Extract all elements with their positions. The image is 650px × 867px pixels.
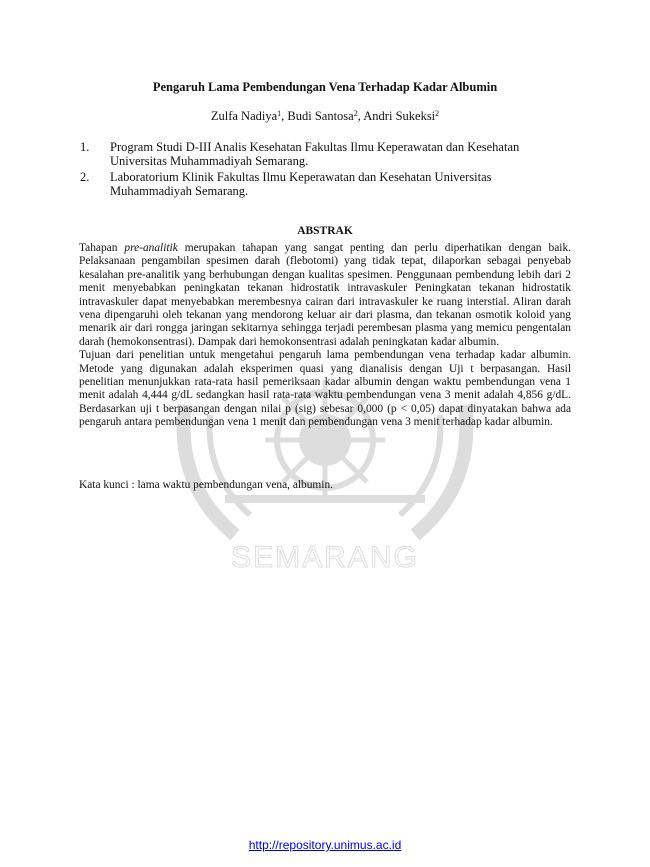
affiliation-item [80,140,550,168]
abstract-text: Tahapan [79,242,125,254]
affiliation-item [80,170,550,198]
affiliation-list [80,140,550,200]
paper-title: Pengaruh Lama Pembendungan Vena Terhadap Kadar Albumin [152,80,498,94]
repository-link[interactable]: http://repository.unimus.ac.id [248,838,402,852]
author-name: Andri Sukeksi [363,109,436,123]
author-affil-mark: 2 [435,109,440,118]
author-name: Zulfa Nadiya [210,109,278,123]
author-affil-mark: 1 [277,109,282,118]
affiliation-number: 2. [80,170,90,184]
abstract-italic-term: pre-analitik [124,242,178,254]
author-line [0,109,650,124]
affiliation-number: 1. [80,140,90,154]
affiliation-text: Laboratorium Klinik Fakultas Ilmu Keperawatan dan Kesehatan Universitas Muhammadiyah Semarang. [110,170,492,198]
watermark-text: SEMARANG [231,541,419,574]
abstract-text: merupakan tahapan yang sangat penting dan perlu diperhatikan dengan baik. Pelaksanaan pengambilan spesimen darah (flebotomi) yang tidak tepat, dilaporkan sebagai penyebab kesalahan pre-analitik yang berhubungan dengan kualitas spesimen. Penggunaan pembendung lebih dari 2 menit menyebabkan peningkatan tekanan hidrostatik intravaskuler Peningkatan tekanan hidrostatik intravaskuler dapat menyebabkan merembesnya cairan dari intravaskuler ke ruang interstial. Aliran darah vena dipengaruhi oleh tekanan yang mendorong keluar air dari plasma, dan tekanan osmotik koloid yang menarik air dari rongga jaringan sekitarnya sehingga terjadi perembesan plasma yang memicu pengentalan darah (hemokonsentrasi). Dampak dari hemokonsentrasi adalah peningkatan kadar albumin. [79,242,571,348]
author-separator: , [357,109,364,123]
author-name: Budi Santosa [287,109,354,123]
abstract-body [79,242,571,430]
author-separator: , [281,109,288,123]
abstract-heading: ABSTRAK [297,225,353,237]
author-affil-mark: 2 [353,109,358,118]
abstract-paragraph [79,242,571,349]
abstract-paragraph: Tujuan dari penelitian untuk mengetahui pengaruh lama pembendungan vena terhadap kadar albumin. Metode yang digunakan adalah eksperimen quasi yang dianalisis dengan Uji t berpasangan. Hasil penelitian menunjukkan rata-rata hasil pemeriksaan kadar albumin dengan waktu pembendungan vena 1 menit adalah 4,444 g/dL sedangkan hasil rata-rata waktu pembendungan vena 3 menit adalah 4,856 g/dL. Berdasarkan uji t berpasangan dengan nilai p (sig) sebesar 0,000 (p < 0,05) dapat dinyatakan bahwa ada pengaruh antara pembendungan vena 1 menit dan pembendungan vena 3 menit terhadap kadar albumin. [79,349,571,429]
affiliation-text: Program Studi D-III Analis Kesehatan Fakultas Ilmu Keperawatan dan Kesehatan Universitas Muhammadiyah Semarang. [110,140,520,168]
keywords: Kata kunci : lama waktu pembendungan vena, albumin. [79,479,333,491]
